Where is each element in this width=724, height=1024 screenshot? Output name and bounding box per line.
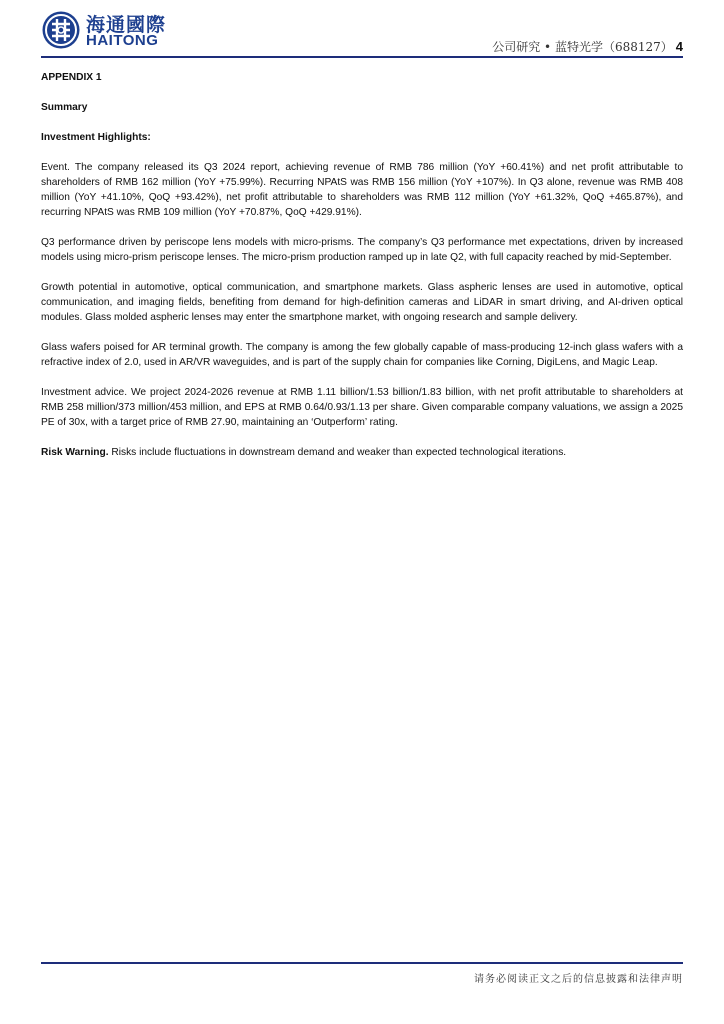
- appendix-heading: APPENDIX 1: [41, 72, 102, 83]
- page-number: 4: [675, 39, 683, 54]
- risk-warning: [41, 445, 683, 460]
- paragraph-growth-potential: Growth potential in automotive, optical communication, and smartphone markets. Glass aspheric lenses are used in automotive, optical communication, and imaging fields, benefiting from demand for high-definition cameras and LiDAR in smart driving, and AI-driven optical modules. Glass molded aspheric lenses may enter the smartphone market, with ongoing research and sample delivery.: [41, 282, 683, 323]
- paragraph-glass-wafers: Glass wafers poised for AR terminal growth. The company is among the few globally capable of mass-producing 12-inch glass wafers with a refractive index of 2.0, used in AR/VR waveguides, and is part of the supply chain for companies like Corning, DigiLens, and Magic Leap.: [41, 342, 683, 368]
- report-label: [492, 38, 683, 55]
- report-title: 公司研究 • 蓝特光学（688127）: [492, 40, 673, 54]
- highlights-heading: Investment Highlights:: [41, 132, 151, 143]
- risk-warning-label: Risk Warning.: [41, 447, 109, 458]
- haitong-logo: [41, 8, 171, 52]
- logo-english-name: HAITONG: [86, 32, 159, 49]
- document-body: [41, 70, 683, 475]
- risk-warning-text: Risks include fluctuations in downstream demand and weaker than expected technological iterations.: [108, 447, 567, 458]
- paragraph-investment-advice: Investment advice. We project 2024-2026 revenue at RMB 1.11 billion/1.53 billion/1.83 billion, with net profit attributable to shareholders at RMB 258 million/373 million/453 million, and EPS at RMB 0.64/0.93/1.13 per share. Given comparable company valuations, we assign a 2025 PE of 30x, with a target price of RMB 27.90, maintaining an ‘Outperform’ rating.: [41, 387, 683, 428]
- logo-chinese-name: 海通國際: [86, 14, 167, 36]
- header-divider: [41, 56, 683, 58]
- page-header: [41, 8, 683, 60]
- paragraph-event: Event. The company released its Q3 2024 report, achieving revenue of RMB 786 million (YoY +60.41%) and net profit attributable to shareholders of RMB 162 million (YoY +75.99%). Recurring NPAtS was RMB 156 million (YoY +107%). In Q3 alone, revenue was RMB 408 million (YoY +41.10%, QoQ +93.42%), net profit attributable to shareholders was RMB 112 million (YoY +61.32%, QoQ +465.87%), and recurring NPAtS was RMB 109 million (YoY +70.87%, QoQ +429.91%).: [41, 162, 683, 218]
- footer-divider: [41, 962, 683, 964]
- footer-disclaimer: 请务必阅读正文之后的信息披露和法律声明: [474, 974, 683, 985]
- paragraph-q3-performance: Q3 performance driven by periscope lens models with micro-prisms. The company’s Q3 performance met expectations, driven by increased models using micro-prism periscope lenses. The micro-prism production ramped up in late Q2, with full capacity reached by mid-September.: [41, 237, 683, 263]
- summary-heading: Summary: [41, 102, 88, 113]
- haitong-emblem-icon: [41, 10, 81, 50]
